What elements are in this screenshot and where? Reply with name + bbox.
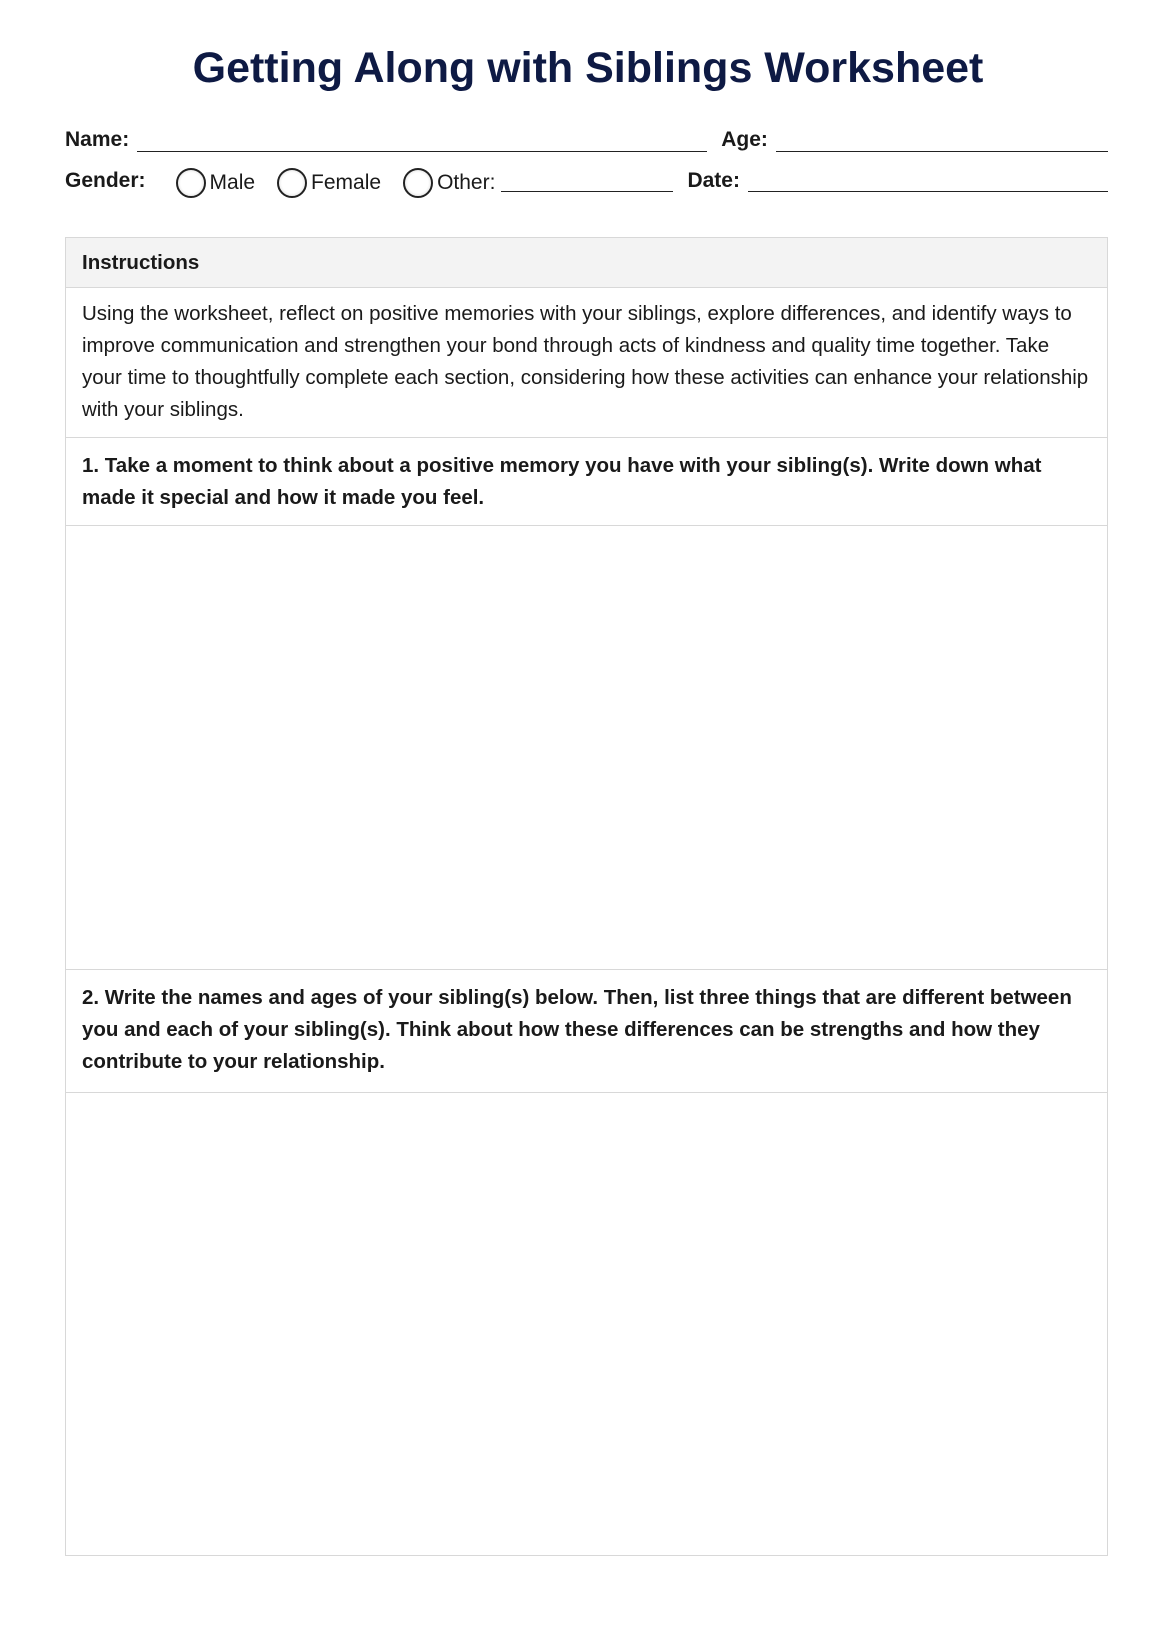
- page-title: Getting Along with Siblings Worksheet: [192, 44, 984, 92]
- gender-option-other[interactable]: [403, 168, 495, 198]
- instructions-text: Using the worksheet, reflect on positive memories with your siblings, explore differences, and identify ways to improve communication and strengthen your bond through acts of kindness and quality time together. Take your time to thoughtfully complete each section, considering how these activities can enhance your relationship with your siblings.: [66, 288, 1107, 438]
- gender-option-female[interactable]: [277, 168, 381, 198]
- name-label: Name:: [65, 128, 130, 151]
- answer-1-area[interactable]: [66, 526, 1107, 970]
- name-age-row: [65, 122, 1108, 152]
- instructions-heading: Instructions: [66, 238, 1107, 288]
- gender-label: Gender:: [65, 169, 146, 192]
- other-radio[interactable]: [403, 168, 433, 198]
- date-field[interactable]: [748, 169, 1108, 192]
- name-field[interactable]: [137, 129, 707, 152]
- gender-date-row: [65, 164, 1108, 198]
- age-label: Age:: [721, 128, 768, 151]
- female-label: Female: [311, 171, 382, 194]
- gender-option-male[interactable]: [176, 168, 256, 198]
- male-label: Male: [209, 171, 256, 194]
- other-label: Other:: [437, 171, 496, 194]
- female-radio[interactable]: [277, 168, 307, 198]
- question-2: 2. Write the names and ages of your sibling(s) below. Then, list three things that are different between you and each of your sibling(s). Think about how these differences can be strengths and how they contribute to your relationship.: [66, 970, 1107, 1093]
- age-field[interactable]: [776, 129, 1108, 152]
- question-1: 1. Take a moment to think about a positive memory you have with your sibling(s). Write down what made it special and how it made you feel.: [66, 438, 1107, 526]
- other-field[interactable]: [501, 169, 673, 192]
- male-radio[interactable]: [176, 168, 206, 198]
- answer-2-area[interactable]: [66, 1093, 1107, 1555]
- worksheet-table: [65, 237, 1108, 1556]
- date-label: Date:: [687, 169, 740, 192]
